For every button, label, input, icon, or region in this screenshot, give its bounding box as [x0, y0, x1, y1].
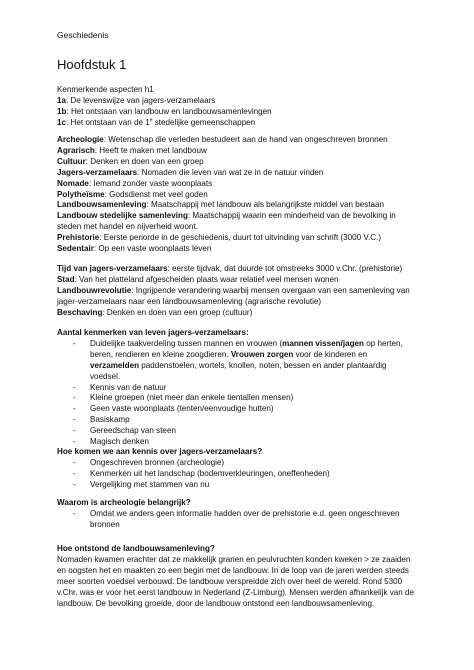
aspect-1b: 1b: Het ontstaan van landbouw en landbouwsamenlevingen [57, 106, 272, 116]
aspects-block [57, 85, 417, 129]
archeologie-list [57, 509, 417, 531]
def-archeologie: Archeologie: Wetenschap die verleden bestudeert aan de hand van ongeschreven bronnen [57, 135, 388, 144]
chapter-title: Hoofdstuk 1 [57, 57, 127, 72]
def-tijd-jagers-verzamelaars: Tijd van jagers-verzamelaars: eerste tijdvak, dat duurde tot omstreeks 3000 v.Chr. (prehistorie) [57, 264, 403, 273]
aspects-heading: Kenmerkende aspecten h1 [57, 85, 154, 94]
aspect-1c: 1c: Het ontstaan van de 1e stedelijke gemeenschappen [57, 117, 256, 127]
aspect-1a: 1a: De levenswijze van jagers-verzamelaars [57, 95, 216, 105]
def-beschaving: Beschaving: Denken en doen van een groep (cultuur) [57, 307, 253, 317]
section-archeologie-heading: Waarom is archeologie belangrijk? [57, 498, 191, 507]
running-header: Geschiedenis [57, 30, 109, 40]
list-item: - Magisch denken [57, 437, 417, 448]
def-jagers-verzamelaars: Jagers-verzamelaars: Nomaden die leven van wat ze in de natuur vinden [57, 167, 324, 177]
def-sedentair: Sedentair: Op een vaste woonplaats leven [57, 244, 212, 254]
list-item: - Kenmerken uit het landschap (bodemverkleuringen, oneffenheden) [57, 469, 417, 480]
section-kenmerken [57, 328, 417, 448]
list-item: - Basiskamp [57, 415, 417, 426]
list-item: - Vergelijking met stammen van nu [57, 480, 417, 491]
section-landbouwsamenleving [57, 544, 417, 609]
list-item: - Gereedschap van steen [57, 426, 417, 437]
def-polytheisme: Polytheïsme: Godsdienst met veel goden [57, 189, 208, 199]
def-agrarisch: Agrarisch: Heeft te maken met landbouw [57, 145, 207, 155]
section-kenmerken-heading: Aantal kenmerken van leven jagers-verzamelaars: [57, 328, 249, 337]
def-landbouwsamenleving: Landbouwsamenleving: Maatschappij met landbouw als belangrijkste middel van bestaan [57, 200, 385, 210]
kennis-list [57, 458, 417, 491]
def-landbouw-stedelijke-samenleving: Landbouw stedelijke samenleving: Maatschappij waarin een minderheid van de bevolking in steden met handel en nijverheid woont. [57, 211, 396, 232]
section-kennis [57, 447, 417, 491]
def-stad: Stad: Van het platteland afgescheiden plaats waar relatief veel mensen wonen [57, 274, 339, 284]
section-landbouwsamenleving-heading: Hoe ontstond de landbouwsamenleving? [57, 544, 215, 553]
kenmerken-list [57, 339, 417, 448]
def-cultuur: Cultuur: Denken en doen van een groep [57, 156, 204, 166]
list-item: - Geen vaste woonplaats (tenten/eenvoudige hutten) [57, 404, 417, 415]
list-item: - Kleine groepen (niet meer dan enkele tientallen mensen) [57, 393, 417, 404]
definitions-block-2 [57, 264, 417, 319]
section-archeologie [57, 498, 417, 531]
def-nomade: Nomade: Iemand zonder vaste woonplaats [57, 178, 213, 188]
def-landbouwrevolutie: Landbouwrevolutie: Ingrijpende verandering waarbij mensen overgaan van een samenleving van jager-verzamelaars naar een landbouwsamenleving (agrarische revolutie) [57, 285, 410, 306]
list-item: - Omdat we anders geen informatie hadden over de prehistorie e.d. geen ongeschreven bronnen [57, 509, 417, 531]
def-prehistorie: Prehistorie: Eerste periorde in de geschiedenis, duurt tot uitvinding van schrift (3000 V.C.) [57, 233, 382, 243]
list-item: - Ongeschreven bronnen (archeologie) [57, 458, 417, 469]
landbouwsamenleving-paragraph: Nomaden kwamen erachter dat ze makkelijk granen en peulvruchten konden kweken > ze zaaiden en oogsten het en maakten zo een begin met de landbouw. In de loop van de jaren werden steeds meer soorten voedsel verbouwd. De landbouw verspreidde zich over heel de wereld. Rond 5300 v.Chr. was er voor het eerst landbouw in Nederland (Z-Limburg). Mensen werden afhankelijk van de landbouw. De bevolking groeide, door de landbouw ontstond een landbouwsamenleving. [57, 554, 415, 608]
section-kennis-heading: Hoe komen we aan kennis over jagers-verzamelaars? [57, 447, 263, 456]
list-item: - Duidelijke taakverdeling tussen mannen en vrouwen (mannen vissen/jagen op herten, beren, rendieren en kleine zoogdieren. Vrouwen zorgen voor de kinderen en verzamelden paddenstoelen, wortels, knollen, noten, bessen en ander plantaardig voedsel. [57, 339, 417, 383]
list-item: - Kennis van de natuur [57, 383, 417, 394]
definitions-block-1 [57, 135, 417, 255]
